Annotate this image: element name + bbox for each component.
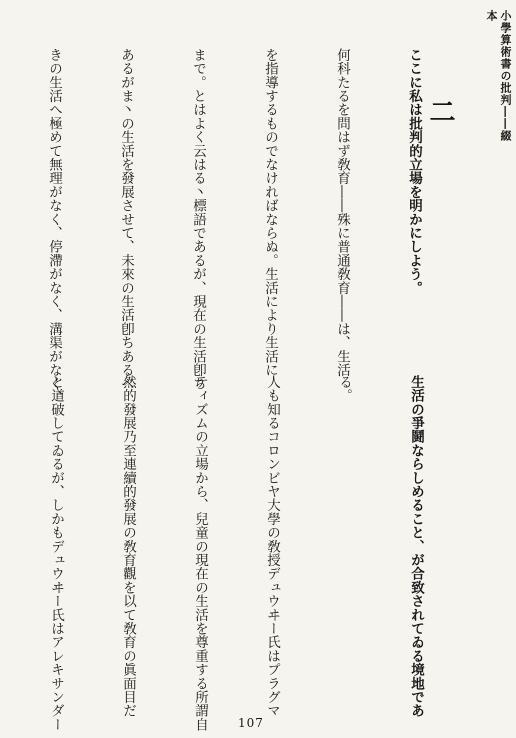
text-line: 人も知るコロンビヤ大學の敎授デュウヰー氏はプラグマ <box>264 375 280 718</box>
text-line: まで。とはよく云はる丶標語であるが、現在の生活卽ち <box>190 48 206 391</box>
text-line: 然的發展乃至連續的發展の敎育觀を以て敎育の眞面目だ <box>120 375 136 718</box>
text-line: あるがま丶の生活を發展させて、未來の生活卽ちあるべ <box>118 48 134 391</box>
upper-text-block <box>0 48 474 405</box>
page-number: 107 <box>238 716 264 730</box>
text-line: 生活の爭鬪ならしめること、が合致されてゐる境地であ <box>408 375 424 718</box>
section-number: 二 <box>425 98 455 124</box>
running-head: 小學算術書の批判――綴本 <box>485 10 512 142</box>
text-line: と道破してゐるが、しかもデュウヰー氏はアレキサンダー <box>48 375 64 732</box>
text-line: る。 <box>336 375 352 403</box>
text-line: を指導するものでなければならぬ。生活により生活に <box>262 48 278 377</box>
text-line: ここに私は批判的立場を明かにしよう。 <box>406 48 422 295</box>
text-line: ティズムの立場から、兒童の現在の生活を尊重する所謂自 <box>192 375 208 732</box>
text-line: 何科たるを問はず敎育――殊に普通敎育――は、生活 <box>334 48 350 377</box>
text-line: きの生活へ極めて無理がなく、停滯がなく、溝渠がなく、 <box>46 48 62 405</box>
